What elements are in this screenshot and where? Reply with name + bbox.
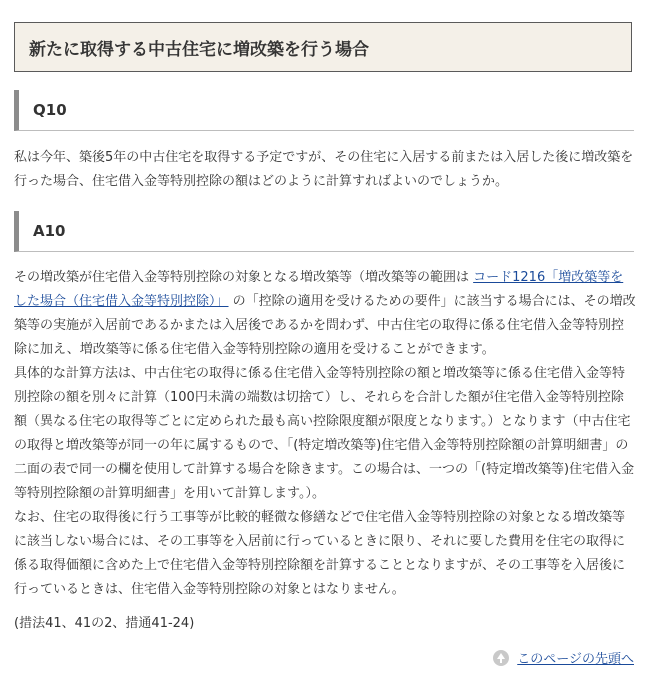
answer-paragraph-1 [14,266,636,362]
question-text: 私は今年、築後5年の中古住宅を取得する予定ですが、その住宅に入居する前または入居した後に増改築を行った場合、住宅借入金等特別控除の額はどのように計算すればよいのでしょうか。 [14,150,634,189]
answer-label: A10 [33,222,66,240]
page-top-link[interactable] [493,648,634,667]
answer-paragraph-1-tail: の「控除の適用を受けるための要件」に該当する場合には、その増改築等の実施が入居前であるかまたは入居後であるかを問わず、中古住宅の取得に係る住宅借入金等特別控除に加え、増改築等に係る住宅借入金等特別控除の適用を受けることができます。 [14,294,636,357]
answer-heading [14,211,634,252]
page-title [14,22,632,72]
page-title-text: 新たに取得する中古住宅に増改築を行う場合 [29,39,369,60]
answer-body [14,266,636,602]
legal-citation: (措法41、41の2、措通41-24) [14,616,195,631]
answer-paragraph-2: 具体的な計算方法は、中古住宅の取得に係る住宅借入金等特別控除の額と増改築等に係る住宅借入金等特別控除の額を別々に計算（100円未満の端数は切捨て）し、それらを合計した額が住宅借入金等特別控除額（異なる住宅の取得等ごとに定められた最も高い控除限度額が限度となります。）となります（中古住宅の取得と増改築等が同一の年に属するもので、「(特定増改築等)住宅借入金等特別控除額の計算明細書」の二面の表で同一の欄を使用して計算する場合を除きます。この場合は、一つの「(特定増改築等)住宅借入金等特別控除額の計算明細書」を用いて計算します。）。 [14,366,635,501]
code-1216-link[interactable]: コード1216「増改築等をした場合（住宅借入金等特別控除）」 [14,270,624,309]
question-heading [14,90,634,131]
page-top-link-text[interactable]: このページの先頭へ [517,652,634,667]
arrow-up-circle-icon[interactable] [493,650,509,666]
answer-paragraph-3: なお、住宅の取得後に行う工事等が比較的軽微な修繕などで住宅借入金等特別控除の対象となる増改築等に該当しない場合には、その工事等を入居前に行っているときに限り、それに要した費用を住宅の取得に係る取得価額に含めた上で住宅借入金等特別控除額を計算することとなりますが、その工事等を入居後に行っているときは、住宅借入金等特別控除の対象とはなりません。 [14,510,626,597]
answer-paragraph-1-lead: その増改築が住宅借入金等特別控除の対象となる増改築等（増改築等の範囲は [14,270,474,285]
question-label: Q10 [33,101,67,119]
